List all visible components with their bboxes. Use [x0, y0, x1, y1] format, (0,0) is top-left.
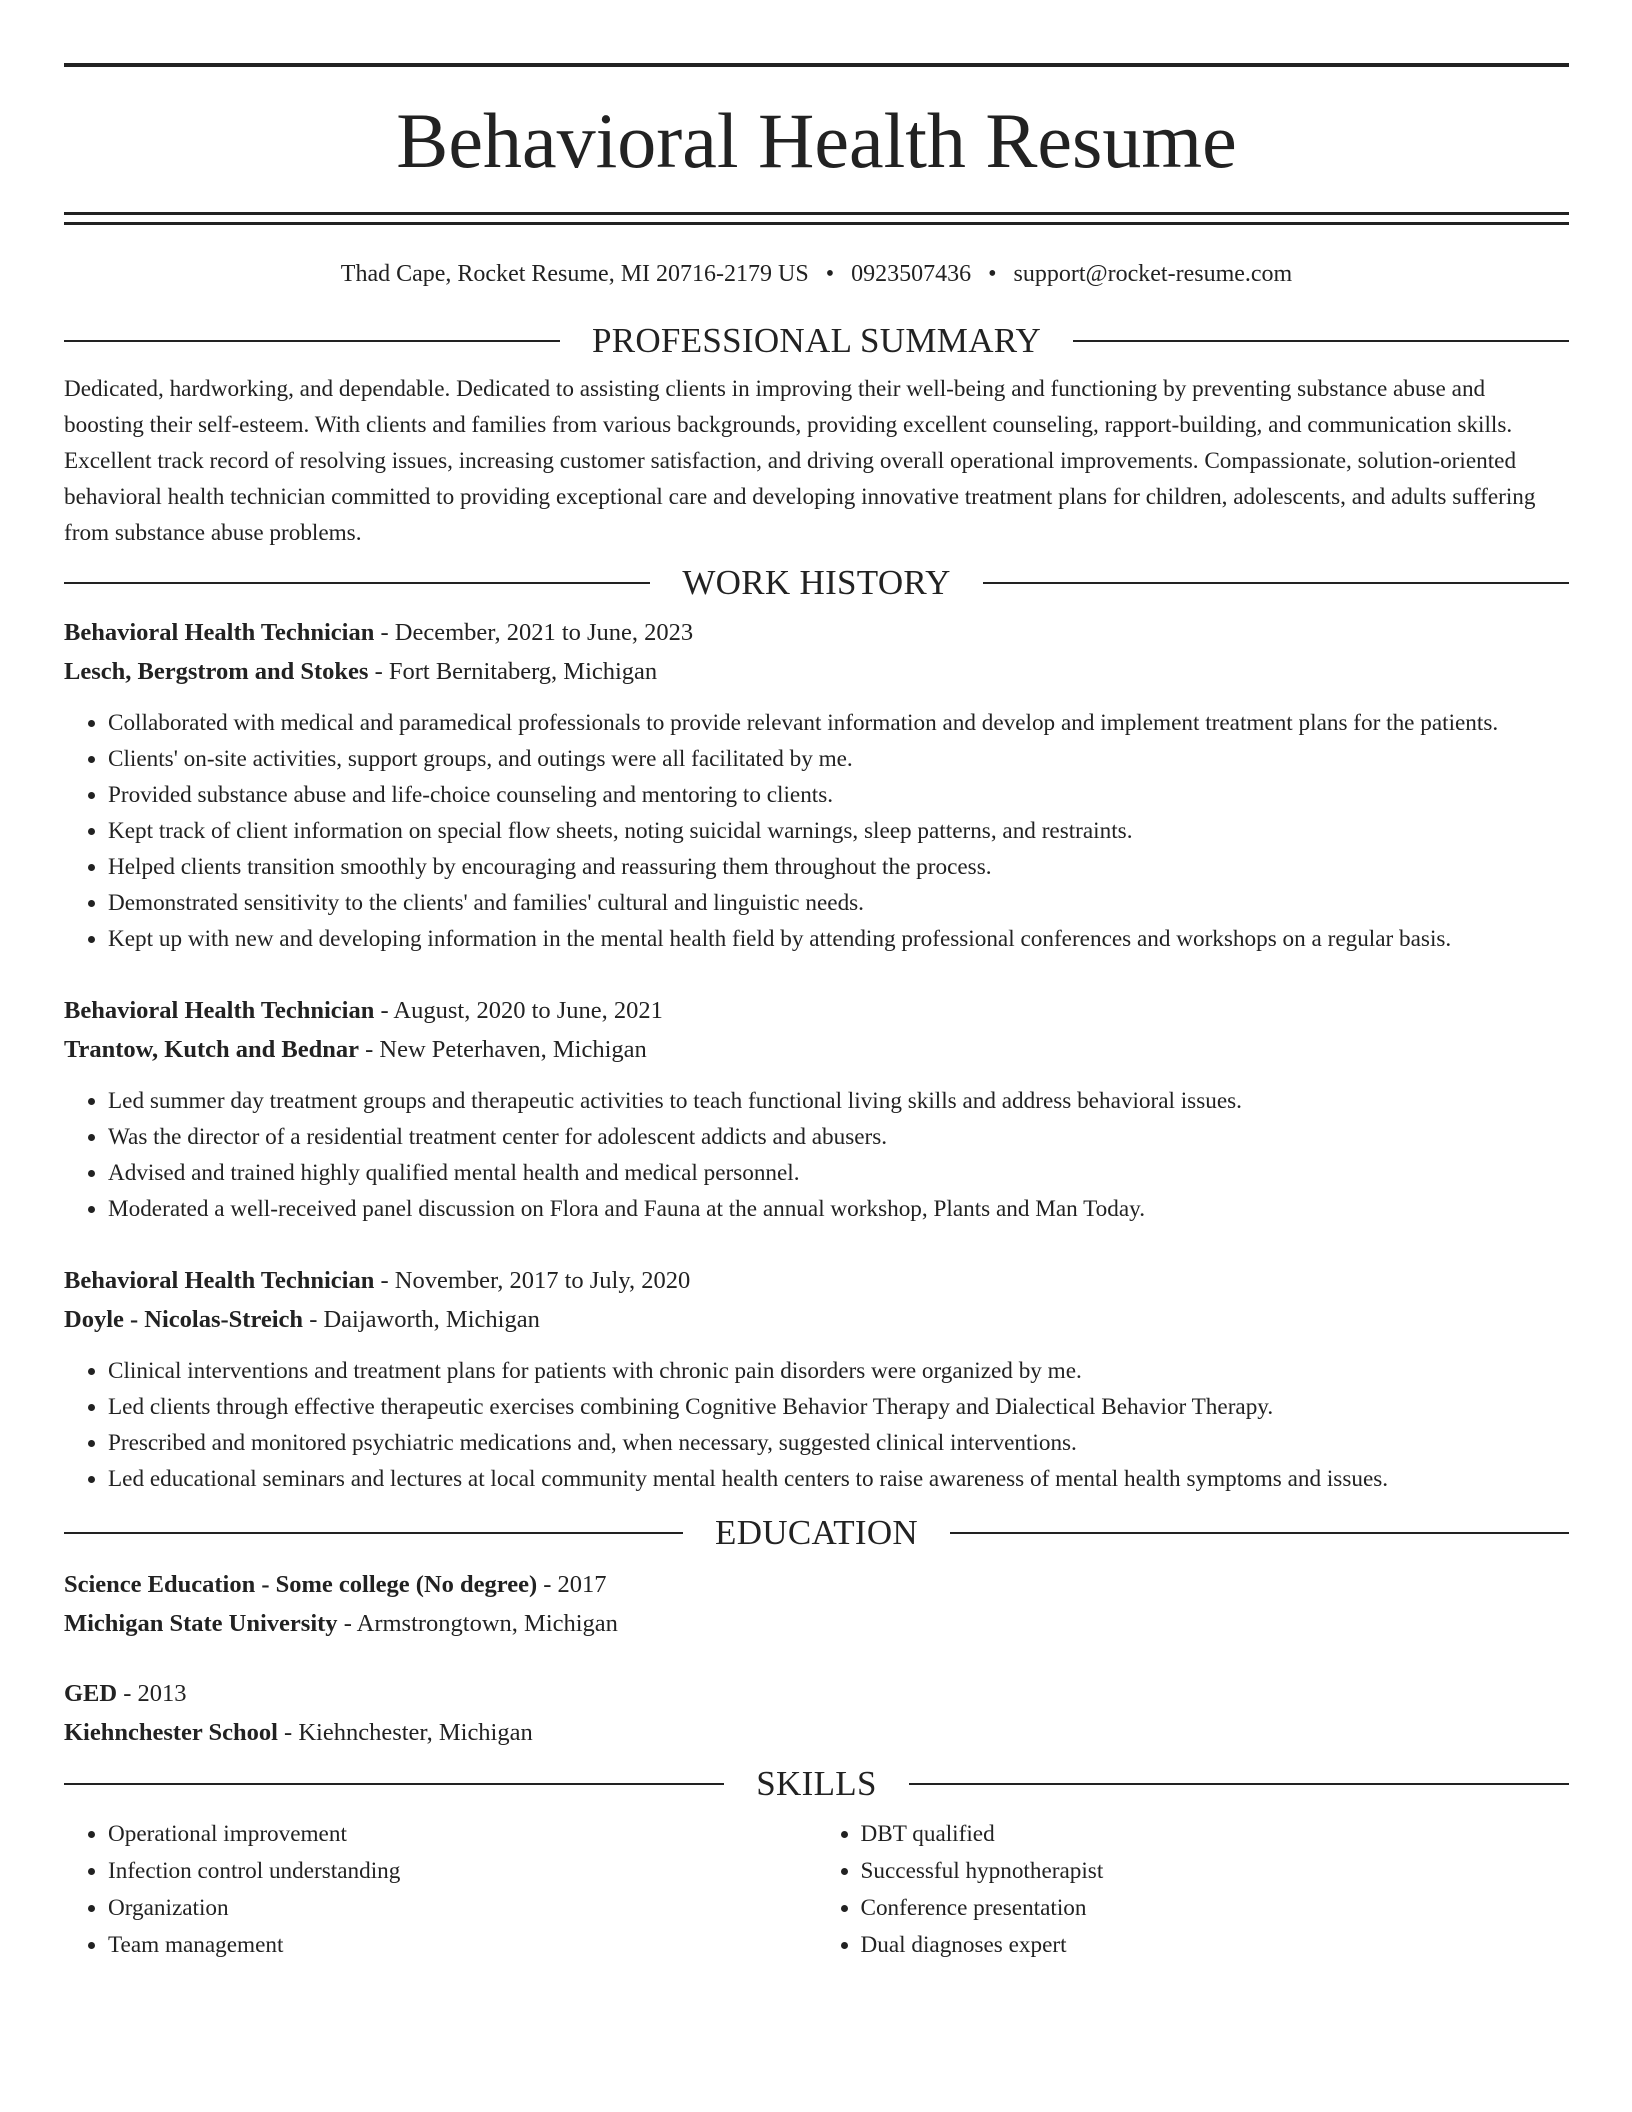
education-school: Kiehnchester School: [64, 1719, 278, 1746]
education-school: Michigan State University: [64, 1610, 338, 1637]
contact-phone: 0923507436: [851, 261, 972, 287]
contact-separator: •: [988, 261, 997, 287]
title-rule-upper: [64, 212, 1569, 215]
skills-column-left: [64, 1816, 817, 1964]
education-entry: [64, 1674, 1569, 1752]
list-item: • Was the director of a residential treatment center for adolescent addicts and abusers.: [108, 1119, 1569, 1155]
job-company: Trantow, Kutch and Bednar: [64, 1036, 359, 1063]
summary-section-heading: [64, 321, 1569, 361]
skills-list: [64, 1816, 1569, 1964]
heading-rule-left: [64, 1783, 724, 1785]
job-company: Doyle - Nicolas-Streich: [64, 1306, 304, 1333]
job-dates: - December, 2021 to June, 2023: [374, 619, 694, 646]
heading-rule-left: [64, 1532, 683, 1534]
list-item: • Helped clients transition smoothly by encouraging and reassuring them throughout the process.: [108, 849, 1569, 885]
job-dates: - August, 2020 to June, 2021: [374, 997, 663, 1024]
job-company: Lesch, Bergstrom and Stokes: [64, 658, 369, 685]
skill-item: • Conference presentation: [861, 1890, 1570, 1927]
job-title: Behavioral Health Technician: [64, 997, 375, 1024]
education-school-line: [64, 1604, 1569, 1643]
education-entry: [64, 1565, 1569, 1643]
skill-item: • Operational improvement: [108, 1816, 817, 1853]
heading-rule-right: [950, 1532, 1569, 1534]
heading-rule-left: [64, 340, 560, 342]
skills-heading: SKILLS: [756, 1764, 877, 1803]
heading-rule-right: [909, 1783, 1569, 1785]
skill-item: • Infection control understanding: [108, 1853, 817, 1890]
summary-text: Dedicated, hardworking, and dependable. Dedicated to assisting clients in improving their well-being and functioning by preventing substance abuse and boosting their self-esteem. With clients and families from various backgrounds, providing excellent counseling, rapport-building, and communication skills. Excellent track record of resolving issues, increasing customer satisfaction, and driving overall operational improvements. Compassionate, solution-oriented behavioral health technician committed to providing exceptional care and developing innovative treatment plans for children, adolescents, and adults suffering from substance abuse problems.: [64, 376, 1536, 546]
job-location: - Fort Bernitaberg, Michigan: [368, 658, 658, 685]
job-entry: [64, 613, 1569, 957]
work-section-heading: [64, 563, 1569, 603]
list-item: • Clients' on-site activities, support groups, and outings were all facilitated by me.: [108, 741, 1569, 777]
skills-column-right: [817, 1816, 1570, 1964]
title-rule-lower: [64, 222, 1569, 225]
heading-rule-left: [64, 582, 650, 584]
education-year: - 2017: [537, 1571, 607, 1598]
resume-title: Behavioral Health Resume: [396, 97, 1237, 184]
contact-address: Thad Cape, Rocket Resume, MI 20716-2179 US: [340, 261, 809, 287]
list-item: • Prescribed and monitored psychiatric medications and, when necessary, suggested clinical interventions.: [108, 1425, 1569, 1461]
education-year: - 2013: [117, 1680, 187, 1707]
job-title: Behavioral Health Technician: [64, 1267, 375, 1294]
skill-item: • Team management: [108, 1927, 817, 1964]
skill-item: • Dual diagnoses expert: [861, 1927, 1570, 1964]
job-entry: [64, 991, 1569, 1227]
education-heading: EDUCATION: [715, 1513, 918, 1552]
job-title-line: [64, 1261, 1569, 1300]
job-dates: - November, 2017 to July, 2020: [374, 1267, 691, 1294]
summary-heading: PROFESSIONAL SUMMARY: [591, 321, 1042, 360]
job-bullets: [64, 1353, 1569, 1497]
list-item: • Led clients through effective therapeutic exercises combining Cognitive Behavior Therapy and Dialectical Behavior Therapy.: [108, 1389, 1569, 1425]
job-title: Behavioral Health Technician: [64, 619, 375, 646]
education-degree-line: [64, 1674, 1569, 1713]
job-bullets: [64, 1083, 1569, 1227]
resume-page: [64, 63, 1569, 1964]
list-item: • Advised and trained highly qualified mental health and medical personnel.: [108, 1155, 1569, 1191]
education-degree-line: [64, 1565, 1569, 1604]
job-location: - Daijaworth, Michigan: [303, 1306, 540, 1333]
skill-item: • Organization: [108, 1890, 817, 1927]
list-item: • Provided substance abuse and life-choice counseling and mentoring to clients.: [108, 777, 1569, 813]
heading-rule-right: [983, 582, 1569, 584]
heading-rule-right: [1073, 340, 1569, 342]
list-item: • Kept track of client information on special flow sheets, noting suicidal warnings, sleep patterns, and restraints.: [108, 813, 1569, 849]
education-degree: GED: [64, 1680, 118, 1707]
job-title-line: [64, 613, 1569, 652]
list-item: • Kept up with new and developing information in the mental health field by attending professional conferences and workshops on a regular basis.: [108, 921, 1569, 957]
list-item: • Clinical interventions and treatment plans for patients with chronic pain disorders were organized by me.: [108, 1353, 1569, 1389]
education-section-heading: [64, 1513, 1569, 1553]
job-title-line: [64, 991, 1569, 1030]
list-item: • Collaborated with medical and paramedical professionals to provide relevant information and develop and implement treatment plans for the patients.: [108, 705, 1569, 741]
job-bullets: [64, 705, 1569, 957]
list-item: • Led summer day treatment groups and therapeutic activities to teach functional living skills and address behavioral issues.: [108, 1083, 1569, 1119]
education-degree: Science Education - Some college (No degree): [64, 1571, 538, 1598]
job-company-line: [64, 652, 1569, 691]
job-location: - New Peterhaven, Michigan: [358, 1036, 647, 1063]
skill-item: • Successful hypnotherapist: [861, 1853, 1570, 1890]
work-heading: WORK HISTORY: [682, 563, 951, 602]
job-company-line: [64, 1300, 1569, 1339]
contact-email: support@rocket-resume.com: [1013, 261, 1293, 287]
education-school-line: [64, 1713, 1569, 1752]
list-item: • Demonstrated sensitivity to the clients' and families' cultural and linguistic needs.: [108, 885, 1569, 921]
contact-line: [64, 261, 1569, 309]
list-item: • Moderated a well-received panel discussion on Flora and Fauna at the annual workshop, Plants and Man Today.: [108, 1191, 1569, 1227]
contact-separator: •: [825, 261, 835, 287]
education-location: - Kiehnchester, Michigan: [277, 1719, 533, 1746]
skills-section-heading: [64, 1764, 1569, 1804]
job-entry: [64, 1261, 1569, 1497]
job-company-line: [64, 1030, 1569, 1069]
list-item: • Led educational seminars and lectures at local community mental health centers to raise awareness of mental health symptoms and issues.: [108, 1461, 1569, 1497]
skill-item: • DBT qualified: [861, 1816, 1570, 1853]
education-location: - Armstrongtown, Michigan: [337, 1610, 618, 1637]
